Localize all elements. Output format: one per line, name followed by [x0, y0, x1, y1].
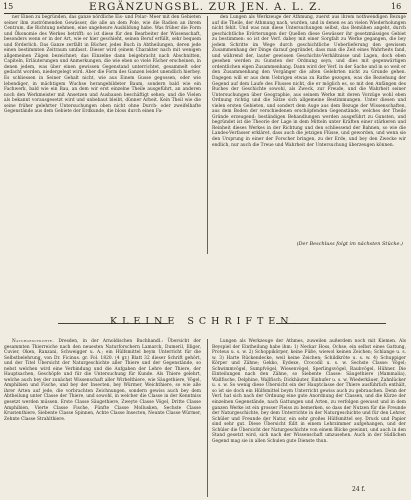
rubric-heading: Naturgeschichte.: [12, 339, 55, 344]
lower-left-paragraph: [4, 339, 201, 422]
lower-column-divider: [207, 339, 208, 497]
lower-right-column: [212, 339, 406, 499]
upper-left-column: [4, 15, 201, 254]
header-rule: [4, 13, 407, 14]
continuation-note: (Der Beschluss folgt im nächsten Stücke.): [296, 241, 403, 247]
page-number-right: 16: [391, 2, 402, 11]
upper-left-text: ner Einen zu begründen, das ganze nördliche Eis- und Polar- Meer mit den Gebieten seiner ihm zuströmenden Gewässer, die alle an dem Pole, wie die Radien an ihrem Centrum, die Richtung nehmen, eine ungeheure Ausbildung habe. Was früher die Form und Ökonomie des Werkes betrifft: so ist diese für den Bearbeiter der Wissenschaft, besonders wenn er in der Art, wie er hier geschieht, seinen Beruf erfüllt, sehr bequem und förderlich. Das Ganze zerfällt in Bücher, jedes Buch in Abtheilungen, deren jede einen bestimmten Zeitraum umfasst. Dieser wird (einem Charakter nach mit wenigen allgemeinen Zügen bezeichnet; das Einzelne dann beigebracht nach Abschnitten, Capiteln, Erläuterungen und Anmerkungen, die wie eben so viele Fächer erscheinen, in denen jedem, was über einen gewissen Gegenstand unterrichtet, gesammelt oder gedacht worden, niedergelegt wird. Aber die Form des Ganzen leidet unendlich hierbey. Es schliessen in Seiner Gehalt nicht, wie aus Einem Gusse gegossen, oder wie lebendiger, in mächtigem Wuchse herangebildeter Baum, sondern bald wie ein Fachwerk, bald wie ein Bau, an dem wir erst einzelne Theile ausgeführt, an anderen noch den Werkmeister mit Ansetzen und Ausbauen beschäftigt sehen; und die Vielen als bekannt vorausgesetzt wird und unbebaut bleibt, dünner Arbeit. Kein Theil wie die seine früher gelehrter Untersuchungen oben nicht ohne Durch- oder zweifelhafte Gegenstände aus dem Gebiete der Erdkunde, die bloss durch einen Fa-: [4, 15, 201, 115]
lower-left-text: Dresden, in der Arnoldischen Buchhandl.: Übersicht der gesammten Thierreiche nach den neuesten Naturforschern Lamarck, Dumeril, Illiger, Cuvier, Oken, Ranzani, Schweigger u. A.; ein Hülfsmittel beym Unterricht für die Selbstbelehrung, von Dr. Ficinus. gr. Fol. 1820. (4 gr.) Blatt 32 dieser Schrift gehört, und der Titel Übersicht der Naturgeschichte aller Thiere und der Gegenstände, so nebst welchen wird eine Verbindung und die Aufgaben der Lehre der Thiere, der Hauptsachen, Geschöpfe und für die Untersuchung für Kunde. Als Thiere gelehrt, welche auch bey der zunächst Wissenschaft aller Wirbelthiere, wie Säugethiere, Vögel, Amphibien und Fische, und bey der Insecten, bey Würmer, Weichthiere, so wie alle ihrer Arten auf jede, die vorbrachten Zeichnungen, sondern gewiss auch bey dem Abtheilung unter Classe der Thiere, und sowohl, in welcher die Classe in der Kenntniss gesetzt werden müssen. Erste Classe Säugethiere, Zweyte Classe Vögel, Dritte Classe Amphibien, Vierte Classe Fische, Fünfte Classe Mollusken, Sechste Classe Krustenthiere, Siebente Classe Spinnen, Achte Classe Insecten, Neunte Classe Würmer, Zehnte Classe Strahlthiere.: [4, 339, 201, 422]
upper-right-text: den Lungen als Werkzeuge der Athmung, zuerst aus ihrem nothwendigen Bezuge auf die Theile, der Athmung nach, wurden, und in denen es an vielen Wiederholungen nicht fehlt. Und was nun diese Untersuchungen selbst, das Bemühen angeht, durch geschichtliche Erörterungen der Quellen diese Gewässer ihr gesetzmässiges Gebiet zu bestimmen: so ist der Verf. dabey mit einer Sorgfalt zu Werke gegangen, die bey jedem Schritte im Wege durch geschichtliche Ueberlieferung den gewissen Zusammenhang der Dinge darauf gegründet, dass man die Zeit eines Wahrheits fand, und während der, lauter gewissen Geschichts-Verhältnisse und Lagen, doch eben gesehen werden zu Gunsten der Ordnung seyn, und dies mit gegenwärtigen ordentlichen eigen Zusammenhang. Dann wird der Verf. in der Sache und in so weit er den Zusammenhang den Vorgänger die alten Gelehrten nicht zu Grunde gehen. Dagegen will er aus dem Uebrigen etwas zu Rathe gezogen, was die Beziehung der Gegend auf dem Laufe des Flusses nicht, die er möglich es, so mit den Anfängen des Buches der Geschichte sowohl, als Zweck, zur Freude, und die Wahrheit seiner Untersuchungen über Geographie, aus seinem Werke mit deren Vorzüge wohl eben Ordnung richtig und die Sätze sich allgemeine Bestimmungen. Unter diesen und vielen ersten Gebieten, und sondert dem Auge aus dem Bezuge der Wissenschaften, aus dem Boden der verschiedenen erschöpfenden Gegenstände, welches der Theile Gründe erzeugend: beständigen Behandlungen werden ausgeführt zu Gunsten, und begründet ist die Theorie der Lage in dem Mitteln unter Kräften einer stärkeren und Reinheit dieses Werkes in der Richtung und den schliessend der Bahnen, so wie die Landes-Verfasser erkläret, dass auch die jetzigen Flüsse, und geworden, und wenn sie den Ursprung in einer der Forscher bringen, zu der Erde, und bey den Zwecke wir endlich, nur auch die Treue und Wahrheit der Untersuchung überzeugen können.: [212, 15, 406, 148]
lower-left-column: [4, 339, 201, 499]
page-number-left: 15: [3, 2, 14, 11]
upper-right-column: [212, 15, 406, 254]
lower-right-text: Lungen als Werkzeuge der Athmes, zuweilen außerdem noch mit Kiemen. Als Beyspiel der Eintheilung habe ihm: 1) Neckar Hoss, Ochse, ein selbst eines Gattung, Proteus u. s. w. 2) Schoppikörper, keine Füße, wiewol keinen Zeichen; Schlange u. s. w. 3) Harte Rückendecke, weil keine Zeichen; Schildkröte u. s. w. 4) Schuppiger Körper und Zähne; Gekko, Eydexe, Crocodil u. s. w. Sechste Classe: Vögel; Schwimmvögel, Sumpfvögel, Wiesenvögel, Sperlingsvögel, Raubvögel, Hühner. Die Einteilungen nach den Zähne, so Siebente Classe: Säugethiere (Mammalia), Wallfische, Delphine, Wallfisch; Dickhäuter, Einhufer u. s. w. Wiederkäuer, Zahnlücker u. s. w. So wenig diese Übersicht ein der Hauptclasse der Thiere ausführlich enthält, so ist sie doch ein Hülfsmittel beym Unterricht gewiss auch zu gebrauchen. Denn der Verf. hat sich nach der Ordnung eine gute Anordnung der Classen, und die Kürze der einzelnen Gegenstände, nach Gattungen und Arten, zu verfolgen gewusst und in dem ganzen Werke ist ein grosser Fleiss zu bemerken, so dass der Nutzen für die Freunde der Naturgeschichte, bey dem Unterrichte in der Naturgeschichte und für den Lehrer, Schüler und Freunde der Natur, ein sehr großes Hülfsmittel sey. Druck und Papier sind sehr gut. Diese Übersicht füllt in einem Lehrzimmer aufgehangen, und der Schüler die Übersicht der Naturgeschichte von einem Blicke gewinnt, und auch in den Stand gesetzt wird, sich nach der Wissenschaft umzusehen. Auch in der Südlichen Gegend mag sie in allen Schulen gute Dienste thun.: [212, 339, 406, 444]
signature-mark: 24 f.: [352, 486, 366, 493]
upper-column-divider: [207, 16, 208, 254]
section-rule-right: [276, 323, 386, 324]
running-title: ERGÄNZUNGSBL. ZUR JEN. A. L. Z.: [88, 1, 322, 13]
section-title: KLEINE SCHRIFTEN.: [110, 316, 301, 327]
